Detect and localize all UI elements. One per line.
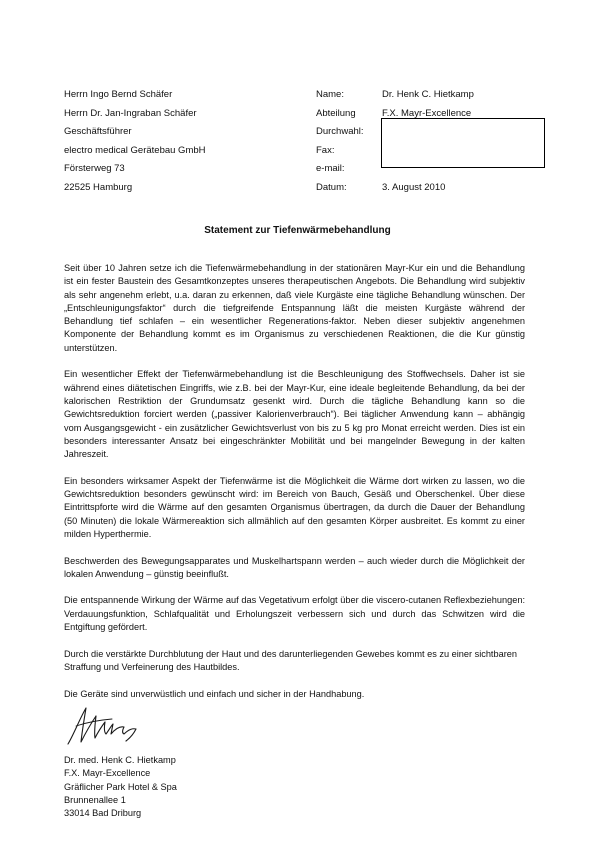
body-paragraph: Die entspannende Wirkung der Wärme auf das Vegetativum erfolgt über die viscero-cutanen Reflexbeziehungen: Verdauungsfunktion, Schlafqualität und Erholungszeit verbessern sich und durch das Schwitzen wird die Entgiftung gefördert. [64, 595, 525, 633]
body-paragraph: Durch die verstärkte Durchblutung der Haut und des darunterliegenden Gewebes kommt es zu einer sichtbaren Straffung und Verfeinerung des Hautbildes. [64, 648, 517, 672]
closing-line: 33014 Bad Driburg [64, 808, 142, 819]
body-paragraph: Ein wesentlicher Effekt der Tiefenwärmebehandlung ist die Beschleunigung des Stoffwechsels. Daher ist sie während eines diätetischen Eingriffs, wie z.B. bei der Mayr-Kur, eine ideale begleitende Behandlung, da bei der kalorischen Restriktion der Grundumsatz gesenkt wird. Durch die tägliche Behandlung kann so die Gewichtsreduktion forciert werden („passiver Kalorienverbrauch“). Bei täglicher Anwendung kann – abhängig vom Ausgangsgewicht - ein zusätzlicher Gewichtsverlust von bis zu 5 kg pro Monat erreicht werden. Dies ist ein besonders interessanter Ansatz bei eingeschränkter Mobilität und bei mangelnder Bewegung in der kalten Jahreszeit. [64, 369, 525, 460]
contact-details-box [381, 118, 545, 168]
recipient-line: Geschäftsführer [64, 126, 132, 138]
body-paragraph: Die Geräte sind unverwüstlich und einfach und sicher in der Handhabung. [64, 688, 365, 699]
phone-label: Durchwahl: [316, 126, 364, 138]
name-value: Dr. Henk C. Hietkamp [382, 89, 474, 100]
department-value: F.X. Mayr-Excellence [382, 107, 472, 119]
closing-line: Brunnenallee 1 [64, 794, 126, 805]
recipient-line: 22525 Hamburg [64, 181, 133, 193]
recipient-line: Herrn Dr. Jan-Ingraban Schäfer [64, 107, 197, 119]
body-paragraph: Beschwerden des Bewegungsapparates und Muskelhartspann werden – auch wieder durch die Möglichkeit der lokalen Anwendung – günstig beeinflußt. [64, 555, 525, 579]
date-value: 3. August 2010 [382, 181, 446, 193]
handwritten-signature [64, 704, 144, 750]
recipient-line: electro medical Gerätebau GmbH [64, 144, 206, 156]
body-paragraph: Seit über 10 Jahren setze ich die Tiefenwärmebehandlung in der stationären Mayr-Kur ein und die Behandlung ist ein fester Baustein des Gesamtkonzeptes unseres therapeutischen Angebots. Die Behandlung wird subjektiv als sehr angenehm erlebt, u.a. daran zu erkennen, daß viele Kurgäste eine tägliche Behandlung wünschen. Der „Entschleunigungsfaktor“ durch die tiefgreifende Entspannung läßt die meisten Kurgäste während der Behandlung tief schlafen – ein wesentlicher Regenerations-faktor. Neben dieser subjektiv angenehmen Komponente der Behandlung kommt es im Organismus zu verschiedenen Reaktionen, die die Kur günstig unterstützen. [64, 263, 525, 353]
date-label: Datum: [316, 181, 347, 193]
email-label: e-mail: [316, 163, 345, 175]
signature-block [64, 754, 177, 820]
closing-line: Dr. med. Henk C. Hietkamp [64, 755, 176, 765]
document-title: Statement zur Tiefenwärmebehandlung [204, 225, 391, 236]
department-label: Abteilung [316, 107, 356, 119]
body-paragraph: Ein besonders wirksamer Aspekt der Tiefenwärme ist die Möglichkeit die Wärme dort wirken zu lassen, wo die Gewichtsreduktion besonders gewünscht wird: im Bereich von Bauch, Gesäß und Oberschenkel. Über diese Eintrittspforte wird die Wärme auf den gesamten Organismus übertragen, da durch die Dauer der Behandlung (50 Minuten) die lokale Wärmereaktion sich allmählich auf den gesamten Körper ausbreitet. Es kommt zu einer milden Hyperthermie. [64, 475, 525, 539]
recipient-address [64, 86, 206, 198]
name-label: Name: [316, 89, 344, 100]
fax-label: Fax: [316, 144, 335, 156]
closing-line: Gräflicher Park Hotel & Spa [64, 781, 177, 792]
letter-body [64, 262, 525, 714]
closing-line: F.X. Mayr-Excellence [64, 768, 151, 779]
recipient-line: Försterweg 73 [64, 163, 125, 175]
recipient-line: Herrn Ingo Bernd Schäfer [64, 89, 173, 100]
